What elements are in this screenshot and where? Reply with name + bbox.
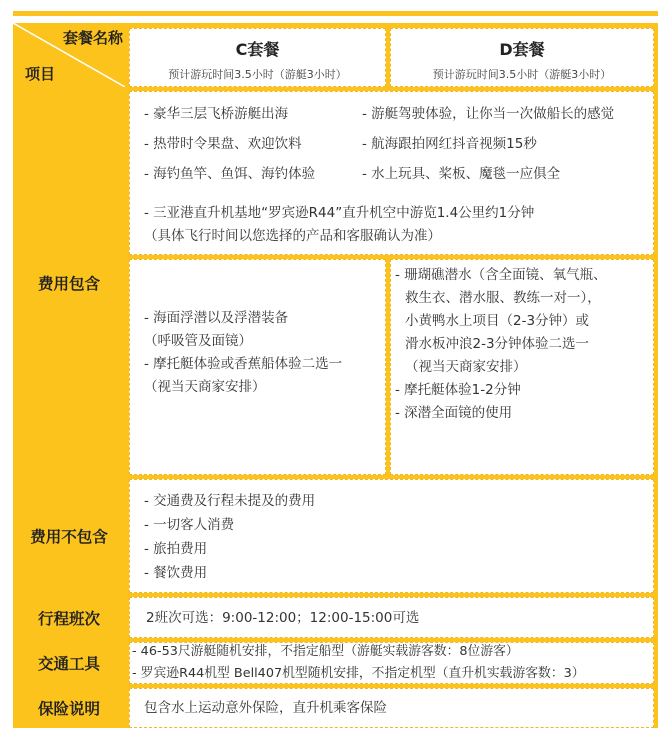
excluded-list: [144, 489, 315, 585]
list-item: - 罗宾逊R44机型 Bell407机型随机安排，不指定机型（直升机实载游客数：3）: [132, 666, 585, 681]
header-item: 项目: [25, 65, 56, 83]
shared-right-list: [362, 103, 614, 186]
list-item: - 游艇驾驶体验，让你当一次做船长的感觉: [362, 106, 615, 122]
list-item: - 摩托艇体验或香蕉船体验二选一: [144, 356, 343, 372]
included-c-cell: [129, 259, 386, 475]
list-item: - 珊瑚礁潜水（含全面镜、氧气瓶、: [395, 267, 607, 283]
insurance-text: 包含水上运动意外保险，直升机乘客保险: [144, 700, 387, 716]
excluded-cell: [129, 479, 654, 593]
list-item: （视当天商家安排）: [144, 379, 266, 395]
list-item: - 一切客人消费: [144, 517, 235, 533]
list-item: （呼吸管及面镜）: [144, 333, 252, 349]
shared-left-list: [144, 103, 315, 186]
schedule-label: 行程班次: [37, 609, 100, 628]
included-d-cell: [390, 259, 654, 475]
transport-cell: [129, 642, 654, 684]
list-item: - 46-53尺游艇随机安排，不指定船型（游艇实载游客数：8位游客）: [132, 644, 519, 659]
d-items-list: [395, 264, 607, 425]
insurance-label: 保险说明: [37, 700, 100, 718]
list-item: 滑水板冲浪2-3分钟体验二选一: [405, 336, 590, 352]
list-item: - 豪华三层飞桥游艇出海: [144, 106, 289, 122]
list-item: - 餐饮费用: [144, 565, 208, 581]
package-c-header: [129, 28, 386, 87]
list-item: - 海面浮潜以及浮潜装备: [144, 310, 289, 326]
header-corner: [13, 23, 125, 87]
list-item: （视当天商家安排）: [405, 359, 527, 375]
schedule-cell: [129, 597, 654, 638]
list-item: - 海钓鱼竿、鱼饵、海钓体验: [144, 166, 316, 182]
list-item: - 深潜全面镜的使用: [395, 405, 513, 421]
package-d-header: [390, 28, 654, 87]
package-c-duration: 预计游玩时间3.5小时（游艇3小时）: [168, 68, 347, 81]
schedule-text: 2班次可选：9:00-12:00；12:00-15:00可选: [146, 610, 420, 626]
included-label: 费用包含: [37, 275, 100, 293]
package-comparison-table: [13, 23, 658, 728]
excluded-label: 费用不包含: [30, 528, 108, 546]
package-d-name: D套餐: [499, 40, 545, 59]
included-shared-cell: [129, 91, 654, 255]
list-item: - 航海跟拍网红抖音视频15秒: [362, 136, 537, 152]
list-item: - 水上玩具、桨板、魔毯一应俱全: [362, 166, 561, 182]
top-accent-bar: [13, 11, 658, 16]
list-item: - 交通费及行程未提及的费用: [144, 493, 316, 509]
transport-label: 交通工具: [37, 655, 100, 673]
c-items-list: [144, 307, 342, 399]
insurance-cell: [129, 688, 654, 728]
package-d-duration: 预计游玩时间3.5小时（游艇3小时）: [432, 68, 612, 81]
list-item: - 热带时令果盘、欢迎饮料: [144, 136, 302, 152]
list-item: - 三亚港直升机基地“罗宾逊R44”直升机空中游览1.4公里约1分钟: [144, 205, 535, 221]
header-package-name: 套餐名称: [63, 29, 124, 47]
list-item: 小黄鸭水上项目（2-3分钟）或: [405, 313, 590, 329]
list-item: （具体飞行时间以您选择的产品和客服确认为准）: [144, 228, 441, 244]
transport-list: [132, 641, 585, 685]
list-item: - 旅拍费用: [144, 541, 208, 557]
list-item: - 摩托艇体验1-2分钟: [395, 382, 521, 398]
package-c-name: C套餐: [235, 40, 280, 59]
list-item: 救生衣、潜水服、教练一对一），: [405, 290, 601, 306]
helicopter-info: [144, 202, 534, 248]
